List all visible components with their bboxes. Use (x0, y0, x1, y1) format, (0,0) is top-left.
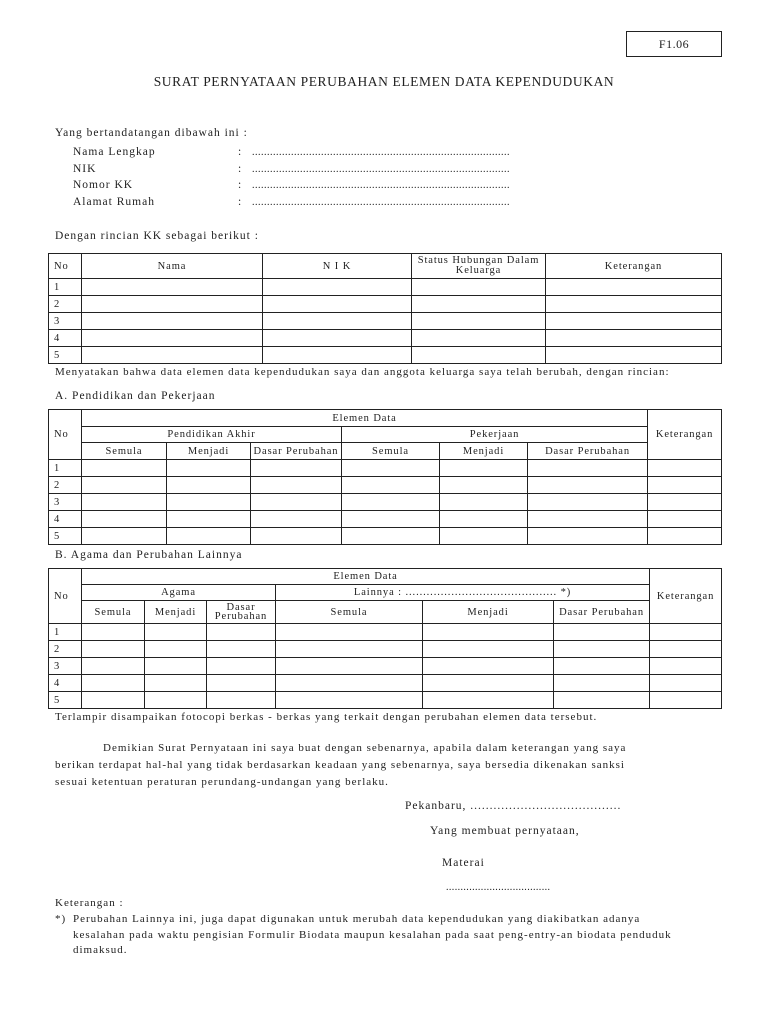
table-row (49, 641, 722, 658)
b-header-lainnya: Lainnya : ........................................... *) (276, 585, 650, 601)
intro-text: Yang bertandatangan dibawah ini : (55, 127, 248, 139)
notes-line-3: dimaksud. (73, 944, 128, 956)
b-sub-semula: Semula (82, 601, 145, 624)
form-code-box: F1.06 (626, 31, 722, 57)
a-sub-semula: Semula (342, 443, 440, 460)
attachment-text: Terlampir disampaikan fotocopi berkas - berkas yang terkait dengan perubahan elemen data tersebut. (55, 711, 598, 723)
notes-line-1: Perubahan Lainnya ini, juga dapat digunakan untuk merubah data kependudukan yang diakibatkan adanya (73, 913, 641, 925)
a-sub-dasar: Dasar Perubahan (528, 443, 648, 460)
row-number: 4 (49, 675, 82, 692)
document-title: SURAT PERNYATAAN PERUBAHAN ELEMEN DATA KEPENDUDUKAN (153, 74, 615, 89)
b-header-no: No (49, 569, 82, 624)
table-row (49, 675, 722, 692)
kk-intro: Dengan rincian KK sebagai berikut : (55, 230, 259, 242)
notes-title: Keterangan : (55, 897, 124, 909)
field-dots-nomor-kk[interactable]: ...................................................................................... (252, 180, 510, 191)
b-header-agama: Agama (82, 585, 276, 601)
notes-marker: *) (55, 913, 67, 925)
kk-header-nik: N I K (263, 254, 412, 279)
table-row (49, 313, 722, 330)
field-dots-alamat[interactable]: ...................................................................................... (252, 197, 510, 208)
field-separator: : (238, 179, 243, 191)
b-sub-menjadi: Menjadi (423, 601, 554, 624)
a-sub-dasar: Dasar Perubahan (251, 443, 342, 460)
field-dots-nama[interactable]: ...................................................................................... (252, 147, 510, 158)
a-sub-menjadi: Menjadi (440, 443, 528, 460)
row-number: 4 (49, 511, 82, 528)
a-sub-semula: Semula (82, 443, 167, 460)
field-label-nomor-kk: Nomor KK (73, 179, 134, 191)
a-header-no: No (49, 410, 82, 460)
row-number: 5 (49, 692, 82, 709)
b-sub-dasar: Dasar Perubahan (554, 601, 650, 624)
field-separator: : (238, 146, 243, 158)
maker-label: Yang membuat pernyataan, (430, 825, 580, 837)
place-date[interactable]: Pekanbaru, ....................................... (405, 800, 622, 812)
b-sub-dasar: Dasar Perubahan (207, 601, 276, 624)
row-number: 1 (49, 624, 82, 641)
a-header-keterangan: Keterangan (648, 410, 722, 460)
a-header-pendidikan: Pendidikan Akhir (82, 427, 342, 443)
table-row (49, 477, 722, 494)
b-header-keterangan: Keterangan (650, 569, 722, 624)
kk-table (48, 253, 722, 364)
field-label-nik: NIK (73, 163, 97, 175)
row-number: 5 (49, 347, 82, 364)
kk-header-keterangan: Keterangan (546, 254, 722, 279)
b-sub-menjadi: Menjadi (145, 601, 207, 624)
notes-line-2: kesalahan pada waktu pengisian Formulir Biodata maupun kesalahan pada saat peng-entry-an biodata penduduk (73, 929, 672, 941)
kk-header-no: No (49, 254, 82, 279)
field-label-nama: Nama Lengkap (73, 146, 156, 158)
section-a-title: A. Pendidikan dan Pekerjaan (55, 390, 216, 402)
signature-name-line[interactable]: .................................... (446, 882, 551, 893)
section-b-title: B. Agama dan Perubahan Lainnya (55, 549, 243, 561)
table-row (49, 624, 722, 641)
statement-text: Menyatakan bahwa data elemen data kependudukan saya dan anggota keluarga saya telah berubah, dengan rincian: (55, 366, 670, 378)
row-number: 1 (49, 279, 82, 296)
table-row (49, 692, 722, 709)
row-number: 3 (49, 313, 82, 330)
table-row (49, 658, 722, 675)
closing-line-2: berikan terdapat hal-hal yang tidak berdasarkan keadaan yang sebenarnya, saya bersedia dikenakan sanksi (55, 759, 625, 771)
row-number: 2 (49, 296, 82, 313)
a-header-pekerjaan: Pekerjaan (342, 427, 648, 443)
table-row (49, 296, 722, 313)
religion-other-table (48, 568, 722, 709)
b-header-elemen: Elemen Data (82, 569, 650, 585)
field-separator: : (238, 196, 243, 208)
row-number: 1 (49, 460, 82, 477)
table-row (49, 494, 722, 511)
education-occupation-table (48, 409, 722, 545)
closing-line-3: sesuai ketentuan peraturan perundang-undangan yang berlaku. (55, 776, 389, 788)
table-row (49, 511, 722, 528)
table-row (49, 528, 722, 545)
kk-header-status: Status Hubungan Dalam Keluarga (412, 254, 546, 279)
table-row (49, 330, 722, 347)
field-dots-nik[interactable]: ...................................................................................... (252, 164, 510, 175)
table-row (49, 279, 722, 296)
row-number: 2 (49, 477, 82, 494)
field-label-alamat: Alamat Rumah (73, 196, 155, 208)
row-number: 2 (49, 641, 82, 658)
a-header-elemen: Elemen Data (82, 410, 648, 427)
closing-line-1: Demikian Surat Pernyataan ini saya buat dengan sebenarnya, apabila dalam keterangan yang saya (103, 742, 627, 754)
materai-label: Materai (442, 857, 485, 869)
field-separator: : (238, 163, 243, 175)
row-number: 4 (49, 330, 82, 347)
b-sub-semula: Semula (276, 601, 423, 624)
row-number: 3 (49, 658, 82, 675)
a-sub-menjadi: Menjadi (167, 443, 251, 460)
row-number: 5 (49, 528, 82, 545)
row-number: 3 (49, 494, 82, 511)
table-row (49, 347, 722, 364)
kk-header-nama: Nama (82, 254, 263, 279)
table-row (49, 460, 722, 477)
